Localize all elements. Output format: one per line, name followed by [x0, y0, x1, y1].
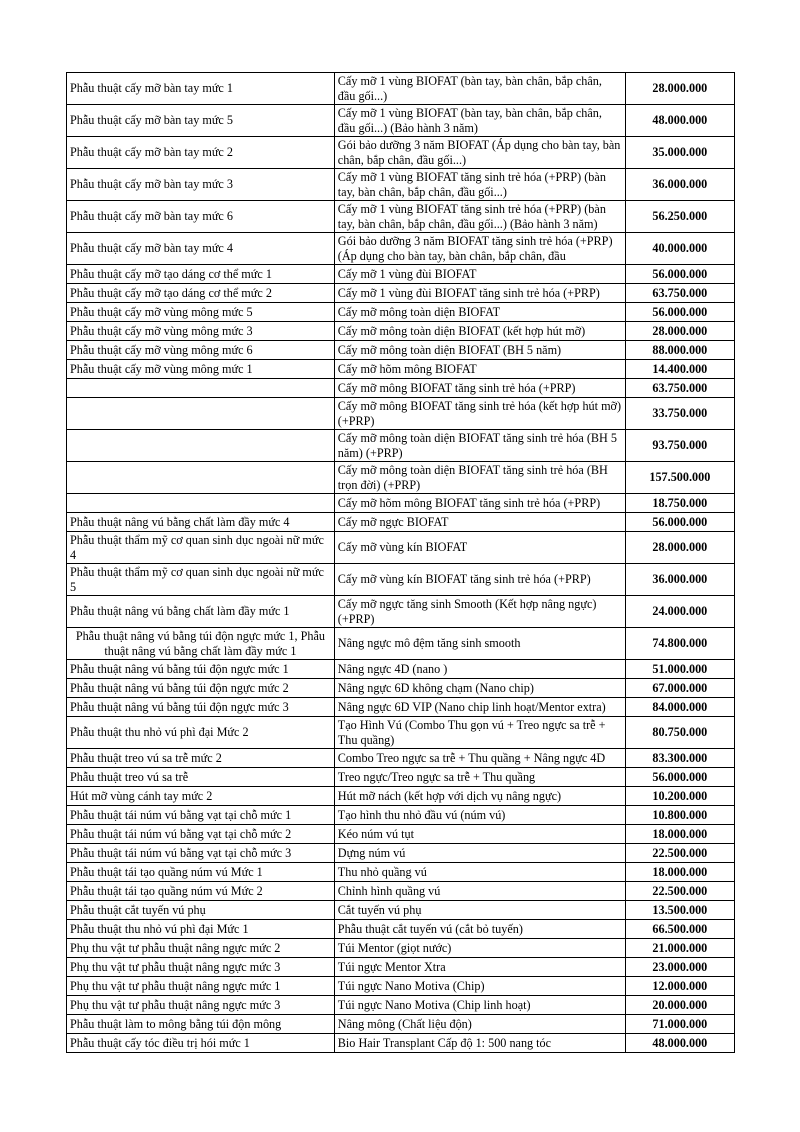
description-cell: Cấy mỡ mông BIOFAT tăng sinh trẻ hóa (kết hợp hút mỡ) (+PRP): [334, 398, 625, 430]
table-row: [67, 513, 735, 532]
description-cell: Thu nhỏ quầng vú: [334, 863, 625, 882]
price-cell: 22.500.000: [625, 882, 734, 901]
description-cell: Treo ngực/Treo ngực sa trễ + Thu quầng: [334, 768, 625, 787]
description-cell: Cấy mỡ ngực BIOFAT: [334, 513, 625, 532]
price-cell: 63.750.000: [625, 284, 734, 303]
description-cell: Cấy mỡ 1 vùng BIOFAT tăng sinh trẻ hóa (+PRP) (bàn tay, bàn chân, bắp chân, đầu gối...) (Bảo hành 3 năm): [334, 201, 625, 233]
price-cell: 10.800.000: [625, 806, 734, 825]
table-row: [67, 717, 735, 749]
price-cell: 84.000.000: [625, 698, 734, 717]
procedure-cell: [67, 398, 335, 430]
price-cell: 12.000.000: [625, 977, 734, 996]
table-row: [67, 1015, 735, 1034]
table-row: [67, 996, 735, 1015]
table-row: [67, 73, 735, 105]
table-row: [67, 806, 735, 825]
price-cell: 56.000.000: [625, 303, 734, 322]
description-cell: Nâng ngực 6D VIP (Nano chip linh hoạt/Mentor extra): [334, 698, 625, 717]
description-cell: Nâng ngực mô đệm tăng sinh smooth: [334, 628, 625, 660]
table-row: [67, 679, 735, 698]
procedure-cell: Phẫu thuật tái núm vú bằng vạt tại chỗ mức 2: [67, 825, 335, 844]
price-cell: 56.000.000: [625, 265, 734, 284]
description-cell: Cấy mỡ mông toàn diện BIOFAT (BH 5 năm): [334, 341, 625, 360]
procedure-cell: Phẫu thuật cấy mỡ tạo dáng cơ thể mức 1: [67, 265, 335, 284]
table-row: [67, 379, 735, 398]
description-cell: Nâng ngực 4D (nano ): [334, 660, 625, 679]
description-cell: Cấy mỡ mông toàn diện BIOFAT (kết hợp hút mỡ): [334, 322, 625, 341]
procedure-cell: Phẫu thuật cấy mỡ vùng mông mức 5: [67, 303, 335, 322]
price-cell: 67.000.000: [625, 679, 734, 698]
table-row: [67, 462, 735, 494]
description-cell: Cấy mỡ mông toàn diện BIOFAT tăng sinh trẻ hóa (BH trọn đời) (+PRP): [334, 462, 625, 494]
price-cell: 83.300.000: [625, 749, 734, 768]
description-cell: Combo Treo ngực sa trễ + Thu quầng + Nâng ngực 4D: [334, 749, 625, 768]
price-cell: 28.000.000: [625, 322, 734, 341]
table-row: [67, 749, 735, 768]
table-row: [67, 958, 735, 977]
procedure-cell: Phẫu thuật tái tạo quầng núm vú Mức 1: [67, 863, 335, 882]
price-cell: 23.000.000: [625, 958, 734, 977]
table-row: [67, 844, 735, 863]
price-cell: 74.800.000: [625, 628, 734, 660]
table-row: [67, 628, 735, 660]
description-cell: Túi ngực Nano Motiva (Chip): [334, 977, 625, 996]
procedure-cell: Hút mỡ vùng cánh tay mức 2: [67, 787, 335, 806]
description-cell: Túi ngực Nano Motiva (Chip linh hoạt): [334, 996, 625, 1015]
procedure-cell: Phẫu thuật nâng vú bằng chất làm đầy mức 1: [67, 596, 335, 628]
price-cell: 63.750.000: [625, 379, 734, 398]
procedure-cell: Phẫu thuật tái núm vú bằng vạt tại chỗ mức 3: [67, 844, 335, 863]
procedure-cell: Phụ thu vật tư phẫu thuật nâng ngực mức 3: [67, 958, 335, 977]
description-cell: Kéo núm vú tụt: [334, 825, 625, 844]
table-row: [67, 341, 735, 360]
procedure-cell: Phẫu thuật cấy mỡ vùng mông mức 6: [67, 341, 335, 360]
price-cell: 51.000.000: [625, 660, 734, 679]
table-row: [67, 137, 735, 169]
price-cell: 48.000.000: [625, 1034, 734, 1053]
description-cell: Cắt tuyến vú phụ: [334, 901, 625, 920]
procedure-cell: Phẫu thuật làm to mông bằng túi độn mông: [67, 1015, 335, 1034]
price-cell: 157.500.000: [625, 462, 734, 494]
price-cell: 18.000.000: [625, 825, 734, 844]
procedure-cell: Phẫu thuật thẩm mỹ cơ quan sinh dục ngoài nữ mức 5: [67, 564, 335, 596]
procedure-cell: Phẫu thuật cấy tóc điều trị hói mức 1: [67, 1034, 335, 1053]
procedure-cell: Phẫu thuật cấy mỡ bàn tay mức 4: [67, 233, 335, 265]
description-cell: Gói bảo dưỡng 3 năm BIOFAT tăng sinh trẻ hóa (+PRP) (Áp dụng cho bàn tay, bàn chân, bắp chân, đầu: [334, 233, 625, 265]
procedure-cell: Phẫu thuật cấy mỡ tạo dáng cơ thể mức 2: [67, 284, 335, 303]
description-cell: Cấy mỡ vùng kín BIOFAT tăng sinh trẻ hóa (+PRP): [334, 564, 625, 596]
table-row: [67, 494, 735, 513]
price-cell: 80.750.000: [625, 717, 734, 749]
price-cell: 36.000.000: [625, 169, 734, 201]
table-row: [67, 939, 735, 958]
description-cell: Chỉnh hình quầng vú: [334, 882, 625, 901]
table-row: [67, 901, 735, 920]
procedure-cell: Phẫu thuật treo vú sa trễ: [67, 768, 335, 787]
price-table: [66, 72, 735, 1053]
table-row: [67, 201, 735, 233]
procedure-cell: Phẫu thuật thẩm mỹ cơ quan sinh dục ngoài nữ mức 4: [67, 532, 335, 564]
description-cell: Gói bảo dưỡng 3 năm BIOFAT (Áp dụng cho bàn tay, bàn chân, bắp chân, đầu gối...): [334, 137, 625, 169]
description-cell: Cấy mỡ hõm mông BIOFAT: [334, 360, 625, 379]
table-row: [67, 430, 735, 462]
price-cell: 33.750.000: [625, 398, 734, 430]
description-cell: Cấy mỡ ngực tăng sinh Smooth (Kết hợp nâng ngực) (+PRP): [334, 596, 625, 628]
price-cell: 71.000.000: [625, 1015, 734, 1034]
procedure-cell: [67, 494, 335, 513]
description-cell: Cấy mỡ mông BIOFAT tăng sinh trẻ hóa (+PRP): [334, 379, 625, 398]
price-cell: 28.000.000: [625, 532, 734, 564]
table-row: [67, 265, 735, 284]
procedure-cell: Phẫu thuật cấy mỡ bàn tay mức 3: [67, 169, 335, 201]
table-row: [67, 768, 735, 787]
price-cell: 93.750.000: [625, 430, 734, 462]
table-row: [67, 977, 735, 996]
procedure-cell: Phẫu thuật nâng vú bằng túi độn ngực mức 1: [67, 660, 335, 679]
description-cell: Cấy mỡ 1 vùng đùi BIOFAT tăng sinh trẻ hóa (+PRP): [334, 284, 625, 303]
table-row: [67, 596, 735, 628]
description-cell: Tạo Hình Vú (Combo Thu gọn vú + Treo ngực sa trễ + Thu quầng): [334, 717, 625, 749]
table-row: [67, 564, 735, 596]
procedure-cell: Phẫu thuật nâng vú bằng chất làm đầy mức 4: [67, 513, 335, 532]
price-cell: 20.000.000: [625, 996, 734, 1015]
table-row: [67, 532, 735, 564]
procedure-cell: [67, 462, 335, 494]
description-cell: Cấy mỡ vùng kín BIOFAT: [334, 532, 625, 564]
table-body: [67, 73, 735, 1053]
price-cell: 10.200.000: [625, 787, 734, 806]
table-row: [67, 398, 735, 430]
procedure-cell: [67, 430, 335, 462]
procedure-cell: Phẫu thuật thu nhỏ vú phì đại Mức 2: [67, 717, 335, 749]
table-row: [67, 233, 735, 265]
table-row: [67, 1034, 735, 1053]
price-cell: 24.000.000: [625, 596, 734, 628]
price-cell: 56.000.000: [625, 513, 734, 532]
table-row: [67, 360, 735, 379]
procedure-cell: Phẫu thuật cấy mỡ bàn tay mức 2: [67, 137, 335, 169]
price-cell: 18.750.000: [625, 494, 734, 513]
description-cell: Dựng núm vú: [334, 844, 625, 863]
description-cell: Cấy mỡ mông toàn diện BIOFAT tăng sinh trẻ hóa (BH 5 năm) (+PRP): [334, 430, 625, 462]
description-cell: Cấy mỡ 1 vùng BIOFAT (bàn tay, bàn chân, bắp chân, đầu gối...) (Bảo hành 3 năm): [334, 105, 625, 137]
description-cell: Tạo hình thu nhỏ đầu vú (núm vú): [334, 806, 625, 825]
description-cell: Cấy mỡ mông toàn diện BIOFAT: [334, 303, 625, 322]
table-row: [67, 660, 735, 679]
procedure-cell: Phẫu thuật treo vú sa trễ mức 2: [67, 749, 335, 768]
price-cell: 36.000.000: [625, 564, 734, 596]
description-cell: Cấy mỡ 1 vùng đùi BIOFAT: [334, 265, 625, 284]
procedure-cell: Phẫu thuật cấy mỡ vùng mông mức 3: [67, 322, 335, 341]
procedure-cell: Phẫu thuật cắt tuyến vú phụ: [67, 901, 335, 920]
description-cell: Phẫu thuật cắt tuyến vú (cắt bỏ tuyến): [334, 920, 625, 939]
procedure-cell: Phẫu thuật cấy mỡ bàn tay mức 5: [67, 105, 335, 137]
price-cell: 22.500.000: [625, 844, 734, 863]
price-cell: 56.000.000: [625, 768, 734, 787]
table-row: [67, 105, 735, 137]
description-cell: Túi ngực Mentor Xtra: [334, 958, 625, 977]
procedure-cell: Phụ thu vật tư phẫu thuật nâng ngực mức 2: [67, 939, 335, 958]
price-cell: 18.000.000: [625, 863, 734, 882]
procedure-cell: Phẫu thuật cấy mỡ bàn tay mức 6: [67, 201, 335, 233]
procedure-cell: Phẫu thuật cấy mỡ vùng mông mức 1: [67, 360, 335, 379]
price-cell: 35.000.000: [625, 137, 734, 169]
description-cell: Nâng ngực 6D không chạm (Nano chip): [334, 679, 625, 698]
procedure-cell: Phẫu thuật nâng vú bằng túi độn ngực mức 3: [67, 698, 335, 717]
table-row: [67, 169, 735, 201]
price-cell: 21.000.000: [625, 939, 734, 958]
description-cell: Cấy mỡ 1 vùng BIOFAT (bàn tay, bàn chân, bắp chân, đầu gối...): [334, 73, 625, 105]
price-cell: 13.500.000: [625, 901, 734, 920]
table-row: [67, 284, 735, 303]
description-cell: Hút mỡ nách (kết hợp với dịch vụ nâng ngực): [334, 787, 625, 806]
procedure-cell: Phụ thu vật tư phẫu thuật nâng ngực mức 3: [67, 996, 335, 1015]
table-row: [67, 882, 735, 901]
procedure-cell: Phẫu thuật thu nhỏ vú phì đại Mức 1: [67, 920, 335, 939]
price-cell: 48.000.000: [625, 105, 734, 137]
price-cell: 88.000.000: [625, 341, 734, 360]
procedure-cell: Phẫu thuật nâng vú bằng túi độn ngực mức 1, Phẫu thuật nâng vú bằng chất làm đầy mức 1: [67, 628, 335, 660]
table-row: [67, 322, 735, 341]
table-row: [67, 863, 735, 882]
table-row: [67, 303, 735, 322]
table-row: [67, 825, 735, 844]
procedure-cell: Phẫu thuật cấy mỡ bàn tay mức 1: [67, 73, 335, 105]
price-cell: 28.000.000: [625, 73, 734, 105]
price-cell: 66.500.000: [625, 920, 734, 939]
procedure-cell: Phẫu thuật tái tạo quầng núm vú Mức 2: [67, 882, 335, 901]
description-cell: Bio Hair Transplant Cấp độ 1: 500 nang tóc: [334, 1034, 625, 1053]
procedure-cell: Phẫu thuật nâng vú bằng túi độn ngực mức 2: [67, 679, 335, 698]
price-cell: 14.400.000: [625, 360, 734, 379]
price-cell: 56.250.000: [625, 201, 734, 233]
table-row: [67, 698, 735, 717]
procedure-cell: [67, 379, 335, 398]
price-cell: 40.000.000: [625, 233, 734, 265]
procedure-cell: Phụ thu vật tư phẫu thuật nâng ngực mức 1: [67, 977, 335, 996]
table-row: [67, 787, 735, 806]
table-row: [67, 920, 735, 939]
description-cell: Nâng mông (Chất liệu độn): [334, 1015, 625, 1034]
description-cell: Túi Mentor (giọt nước): [334, 939, 625, 958]
description-cell: Cấy mỡ 1 vùng BIOFAT tăng sinh trẻ hóa (+PRP) (bàn tay, bàn chân, bắp chân, đầu gối...): [334, 169, 625, 201]
procedure-cell: Phẫu thuật tái núm vú bằng vạt tại chỗ mức 1: [67, 806, 335, 825]
description-cell: Cấy mỡ hõm mông BIOFAT tăng sinh trẻ hóa (+PRP): [334, 494, 625, 513]
